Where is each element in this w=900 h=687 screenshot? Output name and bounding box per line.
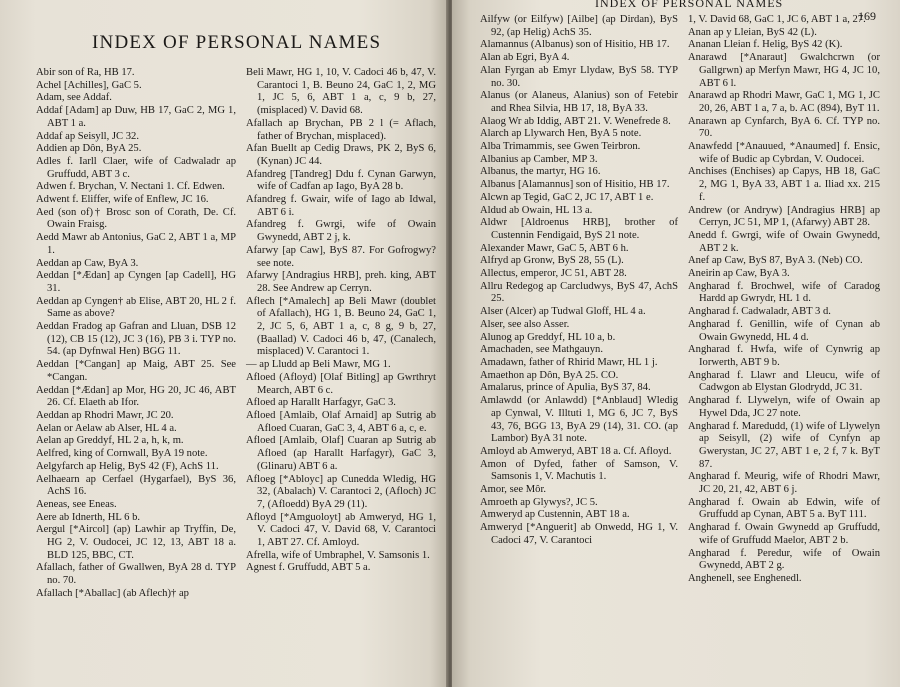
index-entry: Aelan or Aelaw ab Alser, HL 4 a. [36, 422, 177, 434]
index-entry: Afallach ap Brychan, PB 2 l (= Aflach, father of Brychan, misplaced). [246, 117, 436, 142]
index-entry: Ailfyw (or Eilfyw) [Ailbe] (ap Dirdan), ByS 92, (ap Helig) AchS 35. [480, 14, 678, 38]
index-entry: Aeddan ap Cyngen† ab Elise, ABT 20, HL 2 f. Same as above? [36, 295, 236, 320]
index-entry: Angharad f. Meurig, wife of Rhodri Mawr, JC 20, 21, 42, ABT 6 j. [688, 471, 880, 496]
index-entry: Amloyd ab Amweryd, ABT 18 a. Cf. Afloyd. [480, 445, 672, 457]
index-entry: Ananan Lleian f. Helig, ByS 42 (K). [688, 39, 843, 51]
index-entry: Aldud ab Owain, HL 13 a. [480, 204, 593, 216]
index-entry: Agnest f. Gruffudd, ABT 5 a. [246, 562, 371, 574]
index-entry: — ap Lludd ap Beli Mawr, MG 1. [246, 359, 391, 371]
index-entry: Alarch ap Llywarch Hen, ByA 5 note. [480, 128, 642, 140]
index-entry: Afandreg [Tandreg] Ddu f. Cynan Garwyn, wife of Cadfan ap Iago, ByA 28 b. [246, 168, 436, 193]
index-entry: Alunog ap Greddyf, HL 10 a, b. [480, 331, 616, 343]
index-entry: Addien ap Dôn, ByA 25. [36, 143, 142, 155]
index-entry: Afloeg [*Abloyc] ap Cunedda Wledig, HG 32, (Abalach) V. Carantoci 2, (Afloch) JC 7, (Afloedd) ByA 29 (11). [246, 473, 436, 510]
index-entry: Aed (son of)† Brosc son of Corath, De. Cf. Owain Fraisg. [36, 206, 236, 231]
index-entry: Angharad f. Owain ab Edwin, wife of Gruffudd ap Cynan, ABT 5 a. ByT 111. [688, 496, 880, 521]
index-entry: Alaog Wr ab Iddig, ABT 21. V. Wenefrede 8. [480, 115, 671, 127]
index-entry: Amlawdd (or Anlawdd) [*Anblaud] Wledig ap Cynwal, V. Illtuti 1, MG 6, JC 7, ByS 43, 76, BGG 13, ByA 29 (14), 31. CO. (ap Lambor) ByA 31 note. [480, 395, 678, 445]
index-entry: Amachaden, see Mathgauyn. [480, 344, 603, 356]
index-entry: Aeddan [*Cangan] ap Maig, ABT 25. See *Cangan. [36, 359, 236, 383]
running-head: INDEX OF PERSONAL NAMES [595, 0, 784, 10]
index-entry: Beli Mawr, HG 1, 10, V. Cadoci 46 b, 47, V. Carantoci 1, B. Beuno 24, GaC 1, 2, MG 1, JC 5, 6, ABT 1 a, c, 9 b, 27, (misplaced) V. David 68. [246, 67, 436, 117]
index-entry: Angharad f. Maredudd, (1) wife of Llywelyn ap Seisyll, (2) wife of Cynfyn ap Gwerystan, JC 27, ABT 1 e, 2 f, 7 k. ByT 87. [688, 420, 880, 470]
index-entry: Afrella, wife of Umbraphel, V. Samsonis 1. [246, 549, 430, 561]
index-column-right-a [480, 14, 678, 548]
index-entry: Anchises (Enchises) ap Capys, HB 18, GaC 2, MG 1, ByA 33, ABT 1 a. Iliad xx. 215 f. [688, 166, 880, 203]
index-entry: 1, V. David 68, GaC 1, JC 6, ABT 1 a, 27. [688, 14, 866, 25]
page-number: 169 [858, 9, 876, 23]
index-entry: Amalarus, prince of Apulia, ByS 37, 84. [480, 382, 651, 394]
index-entry: Albanus [Alamannus] son of Hisitio, HB 17. [480, 179, 670, 191]
index-entry: Aeddan Fradog ap Gafran and Lluan, DSB 12 (12), CB 15 (12), JC 3 (16), PB 3 i. TYP no. 54. (ap Dyfnwal Hen) BGG 11. [36, 321, 236, 358]
index-entry: Afloed (Afloyd) [Olaf Bitling] ap Gwrthryt Mearch, ABT 6 c. [246, 371, 436, 396]
index-entry: Angharad f. Llywelyn, wife of Owain ap Hywel Dda, JC 27 note. [688, 395, 880, 419]
left-page [0, 0, 448, 687]
index-entry: Afandreg f. Gwrgi, wife of Owain Gwynedd, ABT 2 j, k. [246, 219, 436, 244]
index-entry: Angharad f. Cadwaladr, ABT 3 d. [688, 306, 831, 318]
index-entry: Adles f. Iarll Claer, wife of Cadwaladr ap Gruffudd, ABT 3 c. [36, 155, 236, 180]
index-entry: Anarawd ap Rhodri Mawr, GaC 1, MG 1, JC 20, 26, ABT 1 a, 7 a, b. AC (894), ByT 11. [688, 90, 880, 114]
index-entry: Aedd Mawr ab Antonius, GaC 2, ABT 1 a, MP 1. [36, 232, 236, 256]
index-entry: Aldwr [Aldroenus HRB], brother of Custennin Fendigaid, ByS 21 note. [480, 217, 678, 241]
index-entry: Afloed [Amlaib, Olaf Arnaid] ap Sutrig ab Afloed Cuaran, GaC 3, 4, ABT 6 a, c, e. [246, 409, 436, 434]
index-entry: Achel [Achilles], GaC 5. [36, 79, 142, 91]
index-entry: Aeddan ap Caw, ByA 3. [36, 257, 139, 269]
index-entry: Afan Buellt ap Cedig Draws, PK 2, ByS 6, (Kynan) JC 44. [246, 143, 436, 167]
index-entry: Alexander Mawr, GaC 5, ABT 6 h. [480, 242, 629, 254]
index-entry: Afallach [*Aballac] (ab Aflech)† ap [36, 587, 189, 599]
index-entry: Albanus, the martyr, HG 16. [480, 166, 601, 178]
right-page [452, 0, 900, 687]
index-entry: Aelan ap Greddyf, HL 2 a, h, k, m. [36, 435, 184, 447]
index-entry: Allectus, emperor, JC 51, ABT 28. [480, 268, 627, 280]
index-entry: Abir son of Ra, HB 17. [36, 67, 135, 78]
index-entry: Alan Fyrgan ab Emyr Llydaw, ByS 58. TYP no. 30. [480, 64, 678, 89]
index-entry: Adwen f. Brychan, V. Nectani 1. Cf. Edwen. [36, 181, 225, 193]
index-entry: Afallach, father of Gwallwen, ByA 28 d. TYP no. 70. [36, 562, 236, 587]
index-entry: Angharad f. Genillin, wife of Cynan ab Owain Gwynedd, HL 4 d. [688, 318, 880, 343]
index-entry: Angharad f. Peredur, wife of Owain Gwynedd, ABT 2 g. [688, 547, 880, 572]
index-entry: Amaethon ap Dôn, ByA 25. CO. [480, 369, 619, 381]
index-entry: Aneirin ap Caw, ByA 3. [688, 268, 790, 280]
index-entry: Alser (Alcer) ap Tudwal Gloff, HL 4 a. [480, 306, 646, 318]
index-column-right-b [688, 14, 880, 586]
index-entry: Allru Redegog ap Carcludwys, ByS 47, AchS 25. [480, 280, 678, 305]
index-entry: Anghenell, see Enghenedl. [688, 572, 802, 584]
index-entry: Albanius ap Camber, MP 3. [480, 153, 598, 165]
index-column-left-b [246, 67, 436, 575]
index-entry: Aeddan [*Ædan] ap Cyngen [ap Cadell], HG 31. [36, 270, 236, 294]
index-entry: Aeddan [*Ædan] ap Mor, HG 20, JC 46, ABT 26. Cf. Elaeth ab Ifor. [36, 384, 236, 409]
index-entry: Angharad f. Hwfa, wife of Cynwrig ap Iorwerth, ABT 9 b. [688, 344, 880, 368]
index-entry: Angharad f. Brochwel, wife of Caradog Hardd ap Gwrydr, HL 1 d. [688, 280, 880, 305]
index-entry: Alamannus (Albanus) son of Hisitio, HB 17. [480, 39, 670, 51]
index-entry: Alanus (or Alaneus, Alanius) son of Fetebir and Rhea Silvia, HB 17, 18, ByA 33. [480, 90, 678, 114]
index-entry: Amweryd [*Anguerit] ab Onwedd, HG 1, V. Cadoci 47, V. Carantoci [480, 522, 678, 546]
index-entry: Anawfedd [*Anauued, *Anaumed] f. Ensic, wife of Budic ap Cybrdan, V. Oudocei. [688, 141, 880, 165]
index-entry: Alcwn ap Tegid, GaC 2, JC 17, ABT 1 e. [480, 191, 654, 203]
index-entry: Aere ab Idnerth, HL 6 b. [36, 511, 141, 523]
index-entry: Aflech [*Amalech] ap Beli Mawr (doublet of Afallach), HG 1, B. Beuno 24, GaC 1, 2, JC 5, 6, ABT 1 a, c, 8 g, 9 b, 27, (Baallad) V. Cadoci 46 b, 47, (Canalech, misplaced) V. Carantoci 1. [246, 295, 436, 358]
index-entry: Alfryd ap Gronw, ByS 28, 55 (L). [480, 255, 624, 267]
index-entry: Alan ab Egri, ByA 4. [480, 52, 570, 64]
index-entry: Anedd f. Gwrgi, wife of Owain Gwynedd, ABT 2 k. [688, 229, 880, 254]
index-entry: Anef ap Caw, ByS 87, ByA 3. (Neb) CO. [688, 255, 863, 267]
index-entry: Anarawd [*Anaraut] Gwalchcrwn (or Gallgrwn) ap Merfyn Mawr, HG 4, JC 10, ABT 6 l. [688, 52, 880, 89]
index-entry: Addaf [Adam] ap Duw, HB 17, GaC 2, MG 1, ABT 1 a. [36, 105, 236, 129]
index-entry: Amweryd ap Custennin, ABT 18 a. [480, 509, 630, 521]
index-entry: Aelgyfarch ap Helig, ByS 42 (F), AchS 11. [36, 460, 219, 472]
index-entry: Angharad f. Llawr and Lleucu, wife of Cadwgon ab Elystan Glodrydd, JC 31. [688, 369, 880, 394]
index-entry: Aelfred, king of Cornwall, ByA 19 note. [36, 448, 208, 460]
index-entry: Afandreg f. Gwair, wife of Iago ab Idwal, ABT 6 i. [246, 194, 436, 218]
index-entry: Addaf ap Seisyll, JC 32. [36, 130, 139, 142]
index-entry: Afloed [Amlaib, Olaf] Cuaran ap Sutrig ab Afloed (ap Harallt Harfagyr), GaC 3, (Glinaru) ABT 6 a. [246, 435, 436, 472]
index-entry: Afloyd [*Amguoloyt] ab Amweryd, HG 1, V. Cadoci 47, V. David 68, V. Carantoci 1, ABT 27. Cf. Amloyd. [246, 511, 436, 549]
index-entry: Amroeth ap Glywys?, JC 5. [480, 496, 598, 508]
index-entry: Anan ap y Lleian, ByS 42 (L). [688, 26, 817, 38]
index-entry: Aelhaearn ap Cerfael (Hygarfael), ByS 36, AchS 16. [36, 473, 236, 498]
index-entry: Alba Trimammis, see Gwen Teirbron. [480, 141, 641, 153]
page-title: INDEX OF PERSONAL NAMES [92, 32, 382, 53]
index-entry: Aergul [*Aircol] (ap) Lawhir ap Tryffin, De, HG 2, V. Oudocei, JC 12, 13, ABT 18 a. BLD 125, BBC, CT. [36, 524, 236, 561]
index-entry: Afarwy [Andragius HRB], preh. king, ABT 28. See Andrew ap Cerryn. [246, 270, 436, 294]
index-entry: Amadawn, father of Rhirid Mawr, HL 1 j. [480, 356, 658, 368]
index-entry: Aeneas, see Eneas. [36, 498, 117, 510]
index-entry: Aeddan ap Rhodri Mawr, JC 20. [36, 409, 174, 421]
index-column-left-a [36, 67, 236, 601]
index-entry: Adam, see Addaf. [36, 92, 112, 104]
index-entry: Andrew (or Andryw) [Andragius HRB] ap Cerryn, JC 51, MP 1, (Afarwy) ABT 28. [688, 204, 880, 229]
index-entry: Afloed ap Harallt Harfagyr, GaC 3. [246, 397, 396, 409]
index-entry: Afarwy [ap Caw], ByS 87. For Gofrogwy? see note. [246, 244, 436, 269]
index-entry: Adwent f. Eliffer, wife of Enflew, JC 16. [36, 194, 209, 206]
index-entry: Alser, see also Asser. [480, 318, 570, 330]
index-entry: Angharad f. Owain Gwynedd ap Gruffudd, wife of Gruffudd Maelor, ABT 2 b. [688, 522, 880, 546]
index-entry: Amor, see Môr. [480, 484, 547, 496]
index-entry: Amon of Dyfed, father of Samson, V. Samsonis 1, V. Machutis 1. [480, 458, 678, 483]
index-entry: Anarawn ap Cynfarch, ByA 6. Cf. TYP no. 70. [688, 115, 880, 140]
